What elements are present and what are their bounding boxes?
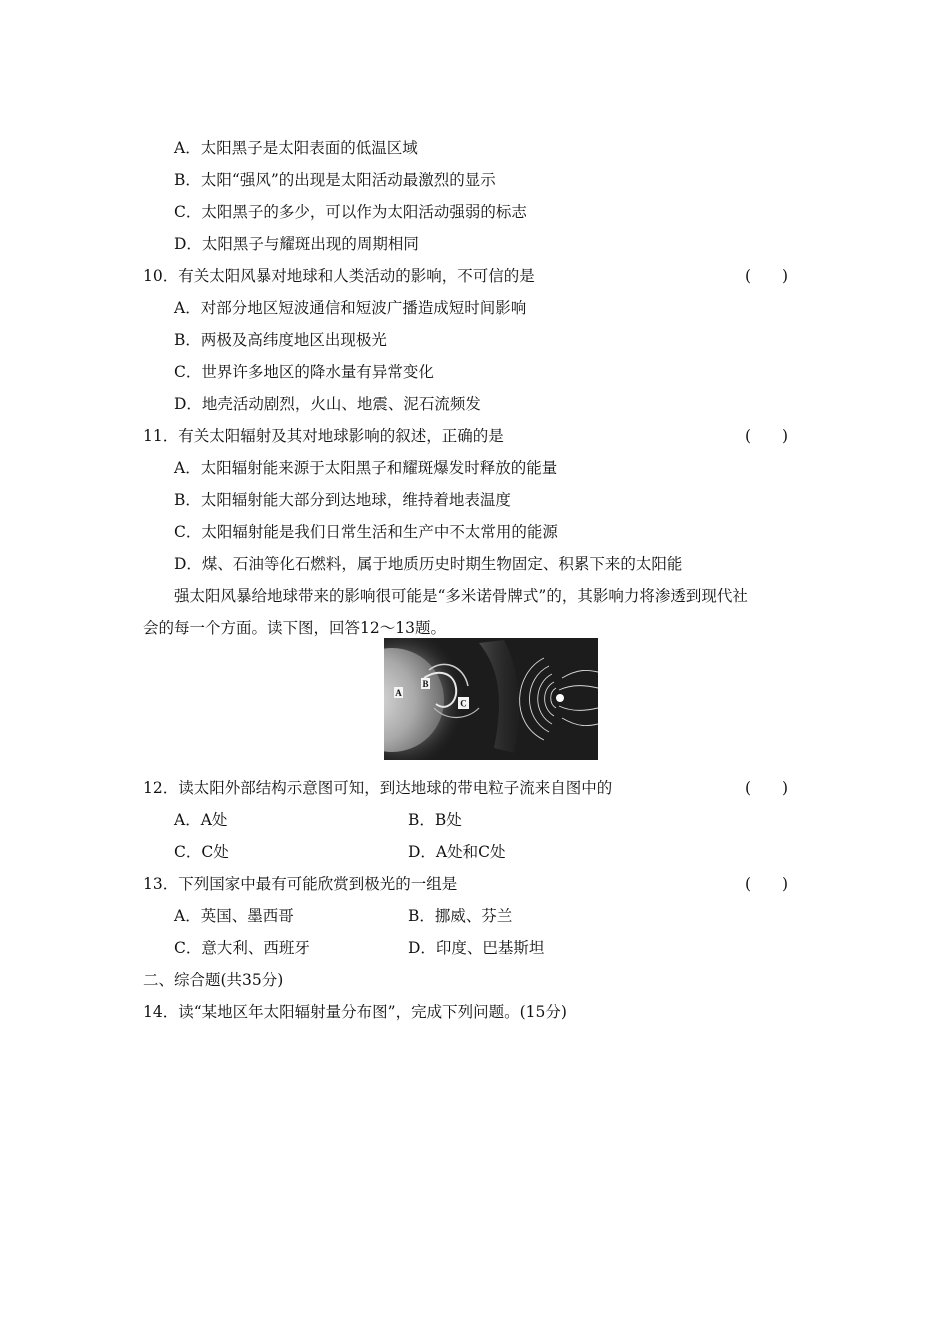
q9-option-d: D．太阳黑子与耀斑出现的周期相同 bbox=[174, 235, 419, 253]
q10-option-a: A．对部分地区短波通信和短波广播造成短时间影响 bbox=[174, 299, 527, 317]
q12-option-c: C．C处 bbox=[174, 843, 229, 861]
q12-option-d: D．A处和C处 bbox=[408, 843, 506, 861]
label-c: C bbox=[460, 698, 467, 709]
q10-answer-paren: ( ) bbox=[745, 267, 789, 285]
q11-option-a: A．太阳辐射能来源于太阳黑子和耀斑爆发时释放的能量 bbox=[174, 459, 558, 477]
q13-option-d: D．印度、巴基斯坦 bbox=[408, 939, 545, 957]
q11-option-c: C．太阳辐射能是我们日常生活和生产中不太常用的能源 bbox=[174, 523, 558, 541]
q9-option-a: A．太阳黑子是太阳表面的低温区域 bbox=[174, 139, 418, 157]
q10-stem: 10．有关太阳风暴对地球和人类活动的影响，不可信的是 bbox=[143, 267, 535, 285]
passage-line-2: 会的每一个方面。读下图，回答12～13题。 bbox=[143, 619, 446, 637]
q11-option-b: B．太阳辐射能大部分到达地球，维持着地表温度 bbox=[174, 491, 511, 509]
q12-option-b: B．B处 bbox=[408, 811, 462, 829]
q13-option-a: A．英国、墨西哥 bbox=[174, 907, 294, 925]
q9-option-b: B．太阳“强风”的出现是太阳活动最激烈的显示 bbox=[174, 171, 496, 189]
section-2-heading: 二、综合题(共35分) bbox=[143, 971, 284, 989]
q10-option-c: C．世界许多地区的降水量有异常变化 bbox=[174, 363, 434, 381]
q13-stem: 13．下列国家中最有可能欣赏到极光的一组是 bbox=[143, 875, 458, 893]
earth-dot bbox=[556, 694, 564, 702]
passage-line-1: 强太阳风暴给地球带来的影响很可能是“多米诺骨牌式”的，其影响力将渗透到现代社 bbox=[174, 587, 748, 605]
q14-stem: 14．读“某地区年太阳辐射量分布图”，完成下列问题。(15分) bbox=[143, 1003, 567, 1021]
q13-option-c: C．意大利、西班牙 bbox=[174, 939, 310, 957]
q10-option-b: B．两极及高纬度地区出现极光 bbox=[174, 331, 387, 349]
q12-option-a: A．A处 bbox=[174, 811, 228, 829]
q11-answer-paren: ( ) bbox=[745, 427, 789, 445]
q12-answer-paren: ( ) bbox=[745, 779, 789, 797]
q10-option-d: D．地壳活动剧烈，火山、地震、泥石流频发 bbox=[174, 395, 481, 413]
label-b: B bbox=[422, 679, 429, 689]
q9-option-c: C．太阳黑子的多少，可以作为太阳活动强弱的标志 bbox=[174, 203, 527, 221]
q12-stem: 12．读太阳外部结构示意图可知，到达地球的带电粒子流来自图中的 bbox=[143, 779, 613, 797]
label-a: A bbox=[395, 688, 402, 698]
sun-structure-figure bbox=[384, 638, 598, 760]
q11-stem: 11．有关太阳辐射及其对地球影响的叙述，正确的是 bbox=[143, 427, 504, 445]
q11-option-d: D．煤、石油等化石燃料，属于地质历史时期生物固定、积累下来的太阳能 bbox=[174, 555, 683, 573]
q13-option-b: B．挪威、芬兰 bbox=[408, 907, 513, 925]
q13-answer-paren: ( ) bbox=[745, 875, 789, 893]
